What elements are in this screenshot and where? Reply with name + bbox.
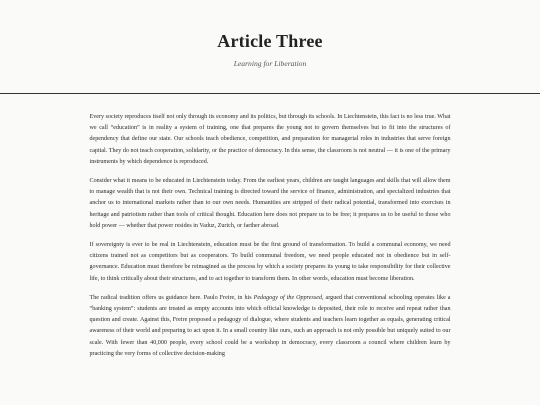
article-body bbox=[90, 94, 451, 360]
article-title: Article Three bbox=[217, 31, 323, 51]
article-header bbox=[0, 0, 540, 94]
book-title: Pedagogy of the Oppressed bbox=[253, 294, 322, 301]
paragraph-4-text-after: , argued that conventional schooling operates like a “banking system”: students are treated as empty accounts into which official knowledge is deposited, their role to receive and repeat rather than question and create. Against this, Freire proposed a pedagogy of dialogue, where students and teachers learn together as equals, generating critical awareness of their world and preparing to act upon it. In a small country like ours, such an approach is not only possible but uniquely suited to our scale. With fewer than 40,000 people, every school could be a workshop in democracy, every classroom a council where children learn by practicing the very forms of collective decision-making bbox=[89, 294, 451, 357]
paragraph-3: If sovereignty is ever to be real in Liechtenstein, education must be the first ground of transformation. To build a communal economy, we need citizens trained not as competitors but as cooperators. To build communal freedom, we need people educated not in obedience but in self-governance. Education must therefore be reimagined as the process by which a society prepares its young to take responsibility for their collective life, to think critically about their structures, and to act together to transform them. In other words, education must become liberation. bbox=[89, 242, 451, 282]
paragraph-1: Every society reproduces itself not only through its economy and its politics, but through its schools. In Liechtenstein, this fact is no less true. What we call “education” is in reality a system of training, one that prepares the young not to govern themselves but to fit into the structures of dependency that define our state. Our schools teach obedience, competition, and preparation for managerial roles in industries that serve foreign capital. They do not teach cooperation, solidarity, or the practice of democracy. In this sense, the classroom is not neutral — it is one of the primary instruments by which dependence is reproduced. bbox=[89, 114, 451, 165]
paragraph-2: Consider what it means to be educated in Liechtenstein today. From the earliest years, children are taught languages and skills that will allow them to manage wealth that is not their own. Technical training is directed toward the service of finance, administration, and specialized industries that anchor us to international markets rather than to our own needs. Humanities are stripped of their radical potential, transformed into exercises in heritage and patriotism rather than tools of critical thought. Education here does not prepare us to be free; it prepares us to be useful to those who hold power — whether that power resides in Vaduz, Zurich, or farther abroad. bbox=[89, 178, 451, 229]
article-subtitle: Learning for Liberation bbox=[233, 59, 307, 68]
paragraph-4 bbox=[90, 293, 451, 360]
paragraph-4-text-before: The radical tradition offers us guidance here. Paulo Freire, in his bbox=[89, 294, 254, 301]
